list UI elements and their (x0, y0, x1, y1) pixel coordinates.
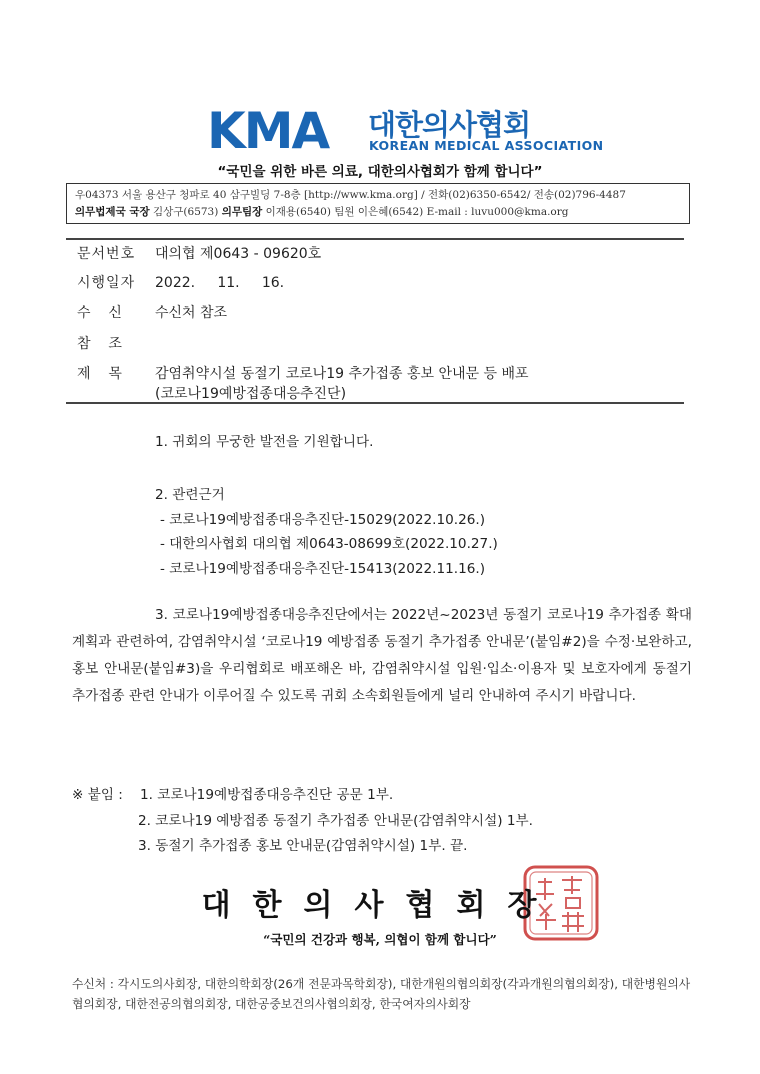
dept-head-label: 의무법제국 국장 (75, 206, 150, 218)
attachments-label: ※ 붙임 : (72, 787, 123, 803)
reference-2: - 대한의사협회 대의협 제0643-08699호(2022.10.27.) (160, 536, 498, 552)
doc-number-label: 문서번호 (77, 246, 136, 262)
reference-row (77, 333, 155, 353)
contact-address: 우04373 서울 용산구 청파로 40 삼구빌딩 7-8층 [http://www.kma.org] / 전화(02)6350-6542/ 전송(02)796-4487 (75, 189, 626, 201)
top-divider (66, 238, 684, 240)
body-item-3: 3. 코로나19예방접종대응추진단에서는 2022년~2023년 동절기 코로나19 추가접종 확대계획과 관련하여, 감염취약시설 ‘코로나19 예방접종 동절기 추가접종 안내문’(붙임#2)을 수정·보완하고, 홍보 안내문(붙임#3)을 우리협회로 배포해온 바, 감염취약시설 입원·입소·이용자 및 보호자에게 동절기 추가접종 관련 안내가 이루어질 수 있도록 귀회 소속회원들에게 널리 안내하여 주시기 바랍니다. (72, 607, 692, 704)
kma-logo: KMA (207, 102, 329, 160)
recipient-value: 수신처 참조 (155, 305, 228, 321)
reference-label: 참 조 (77, 336, 122, 352)
subject-line-2: (코로나19예방접종대응추진단) (155, 386, 347, 402)
attachment-2: 2. 코로나19 예방접종 동절기 추가접종 안내문(감염취약시설) 1부. (138, 813, 533, 829)
reference-3: - 코로나19예방접종대응추진단-15413(2022.11.16.) (160, 561, 486, 577)
dept-head-name: 김상구(6573) (149, 206, 222, 218)
contact-box (66, 183, 690, 224)
reference-1: - 코로나19예방접종대응추진단-15029(2022.10.26.) (160, 512, 486, 528)
date-label: 시행일자 (77, 275, 136, 291)
org-name-korean: 대한의사협회 (368, 108, 531, 142)
header-slogan: “국민을 위한 바른 의료, 대한의사협회가 함께 합니다” (217, 164, 543, 180)
recipients-list: 수신처 : 각시도의사회장, 대한의학회장(26개 전문과목학회장), 대한개원의협의회장(각과개원의협의회장), 대한병원의사협의회장, 대한전공의협의회장, 대한공중보건의사협의회장, 한국여자의사회장 (72, 977, 691, 1011)
meta-divider (66, 402, 684, 404)
doc-number-row (77, 243, 321, 263)
attachment-3: 3. 동절기 추가접종 홍보 안내문(감염취약시설) 1부. 끝. (138, 838, 468, 854)
recipient-row (77, 302, 227, 322)
attachment-1: 1. 코로나19예방접종대응추진단 공문 1부. (140, 787, 394, 803)
date-value: 2022. 11. 16. (155, 275, 285, 291)
recipient-label: 수 신 (77, 305, 122, 321)
subject-label: 제 목 (77, 366, 122, 382)
subject-line-1: 감염취약시설 동절기 코로나19 추가접종 홍보 안내문 등 배포 (155, 366, 529, 382)
team-head-label: 의무팀장 (221, 206, 263, 218)
team-members: 이재용(6540) 팀원 이은혜(6542) E-mail : luvu000@kma.org (262, 206, 569, 218)
sender-title: 대한의사협회장 (201, 888, 559, 923)
footer-slogan: “국민의 건강과 행복, 의협이 함께 합니다” (263, 932, 497, 947)
contact-staff (75, 204, 689, 221)
body-item-2: 2. 관련근거 (155, 487, 225, 503)
subject-row (77, 363, 529, 383)
date-row (77, 272, 284, 292)
doc-number-value: 대의협 제0643 - 09620호 (155, 246, 322, 262)
body-item-1: 1. 귀회의 무궁한 발전을 기원합니다. (155, 434, 374, 450)
org-name-english: KOREAN MEDICAL ASSOCIATION (369, 138, 604, 153)
